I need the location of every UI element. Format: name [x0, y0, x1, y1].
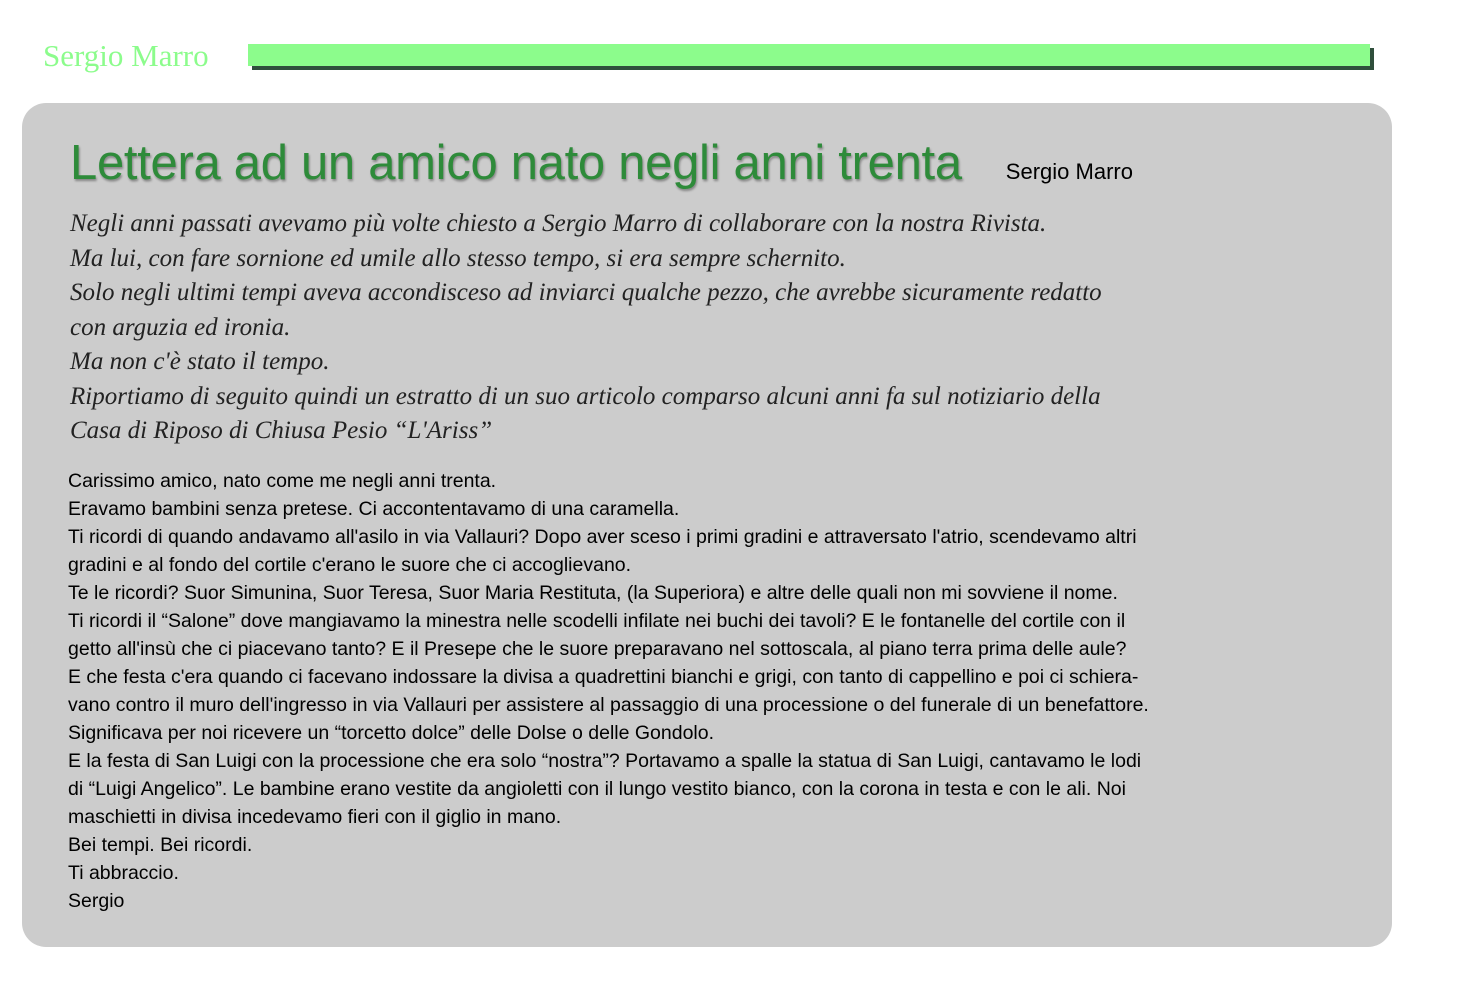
- article-title-row: [70, 135, 1133, 191]
- body-line: Eravamo bambini senza pretese. Ci accontentavamo di una caramella.: [68, 498, 680, 520]
- article-body: [68, 467, 1338, 915]
- body-line: Sergio: [68, 890, 125, 912]
- body-line: Ti abbraccio.: [68, 862, 179, 884]
- header-accent-bar: [248, 44, 1370, 66]
- body-line: Significava per noi ricevere un “torcetto dolce” delle Dolse o delle Gondolo.: [68, 722, 715, 744]
- body-line: getto all'insù che ci piacevano tanto? E il Presepe che le suore preparavano nel sottoscala, al piano terra prima delle aule?: [68, 638, 1127, 660]
- article-intro: [70, 207, 1330, 449]
- body-line: Carissimo amico, nato come me negli anni trenta.: [68, 470, 497, 492]
- body-line: vano contro il muro dell'ingresso in via Vallauri per assistere al passaggio di una processione o del funerale di un benefattore.: [68, 694, 1149, 716]
- body-line: Ti ricordi di quando andavamo all'asilo in via Vallauri? Dopo aver sceso i primi gradini e attraversato l'atrio, scendevamo altri: [68, 526, 1137, 548]
- body-line: Te le ricordi? Suor Simunina, Suor Teresa, Suor Maria Restituta, (la Superiora) e altre delle quali non mi sovviene il nome.: [68, 582, 1118, 604]
- intro-line: Negli anni passati avevamo più volte chiesto a Sergio Marro di collaborare con la nostra Rivista.: [70, 210, 1047, 237]
- body-line: Ti ricordi il “Salone” dove mangiavamo la minestra nelle scodelli infilate nei buchi dei tavoli? E le fontanelle del cortile con il: [68, 610, 1126, 632]
- body-line: di “Luigi Angelico”. Le bambine erano vestite da angioletti con il lungo vestito bianco, con la corona in testa e con le ali. Noi: [68, 778, 1126, 800]
- article-panel: [22, 103, 1392, 947]
- body-line: E che festa c'era quando ci facevano indossare la divisa a quadrettini bianchi e grigi, con tanto di cappellino e poi ci schiera-: [68, 666, 1139, 688]
- article-title: Lettera ad un amico nato negli anni trenta: [70, 136, 962, 190]
- body-line: gradini e al fondo del cortile c'erano le suore che ci accoglievano.: [68, 554, 632, 576]
- intro-line: Casa di Riposo di Chiusa Pesio “L'Ariss”: [70, 417, 493, 444]
- site-header-name: Sergio Marro: [43, 38, 209, 73]
- body-line: maschietti in divisa incedevamo fieri con il giglio in mano.: [68, 806, 562, 828]
- body-line: Bei tempi. Bei ricordi.: [68, 834, 253, 856]
- intro-line: Riportiamo di seguito quindi un estratto di un suo articolo comparso alcuni anni fa sul notiziario della: [70, 382, 1101, 410]
- intro-line: Solo negli ultimi tempi aveva accondisceso ad inviarci qualche pezzo, che avrebbe sicuramente redatto: [70, 279, 1102, 306]
- intro-line: Ma non c'è stato il tempo.: [70, 348, 330, 375]
- intro-line: Ma lui, con fare sornione ed umile allo stesso tempo, si era sempre schernito.: [70, 244, 846, 272]
- body-line: E la festa di San Luigi con la processione che era solo “nostra”? Portavamo a spalle la statua di San Luigi, cantavamo le lodi: [68, 750, 1142, 772]
- intro-line: con arguzia ed ironia.: [70, 313, 291, 341]
- article-byline: Sergio Marro: [1005, 159, 1133, 184]
